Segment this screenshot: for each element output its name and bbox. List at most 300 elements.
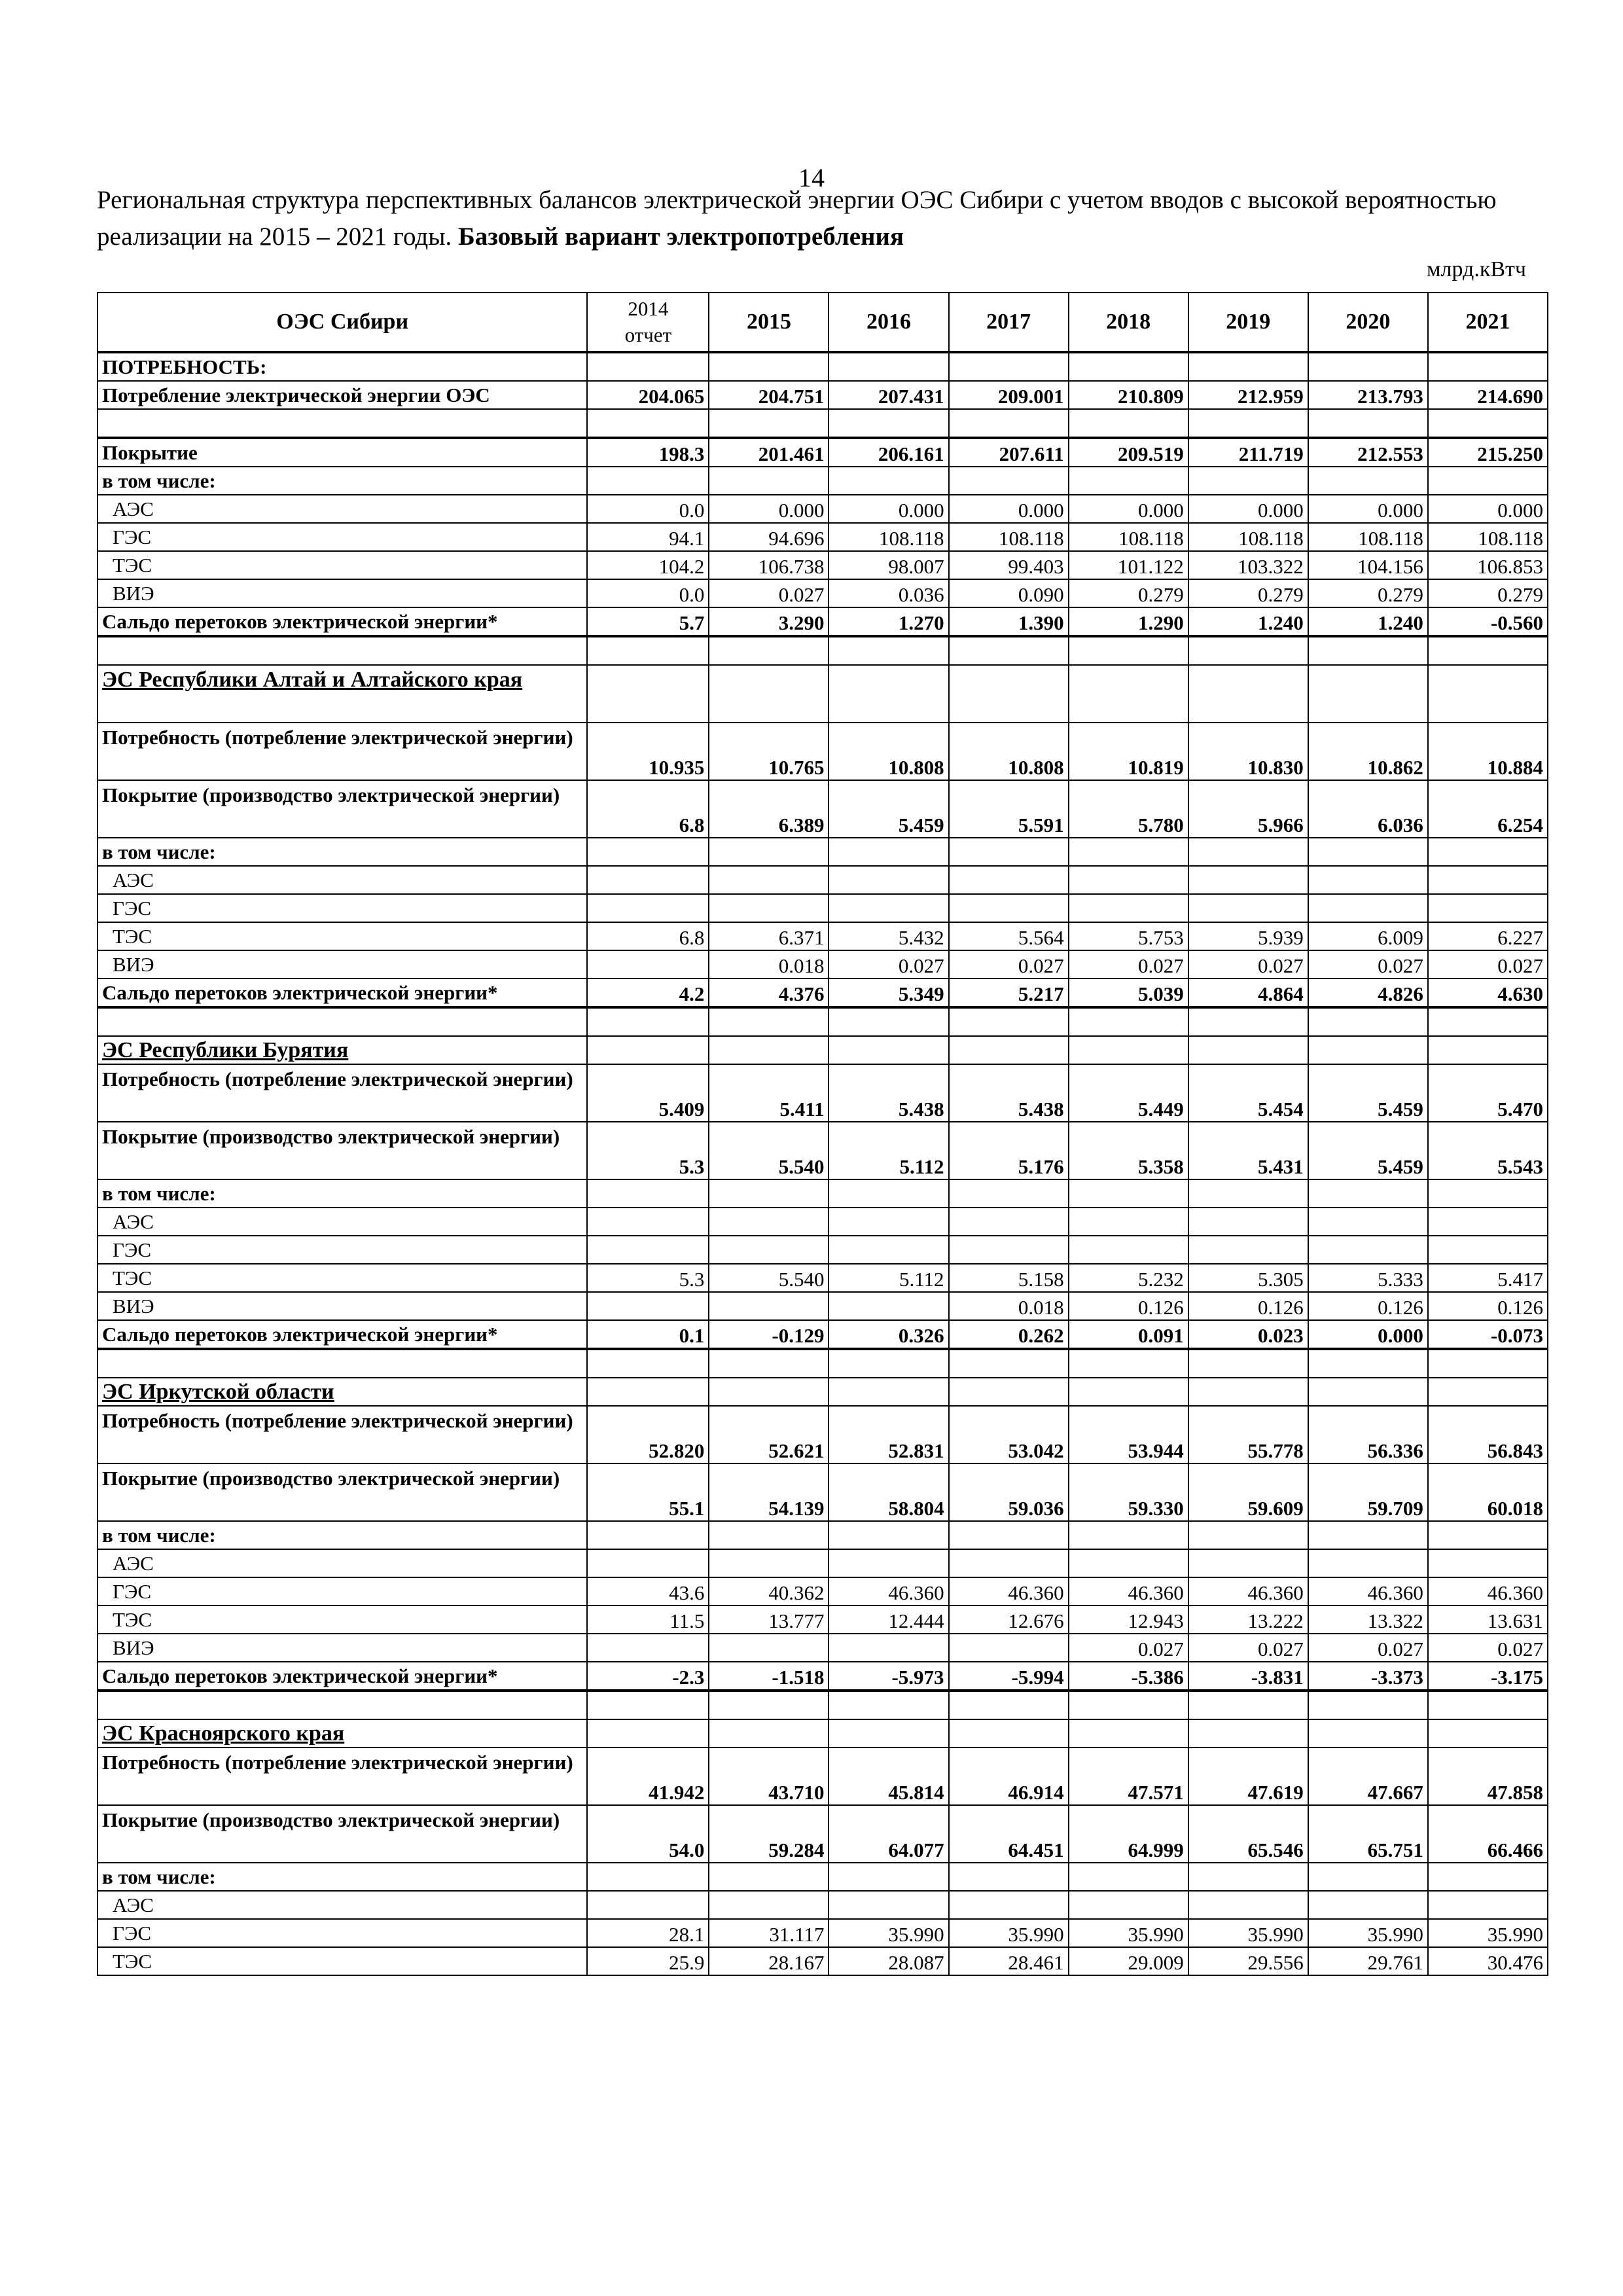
value-cell: 108.118 bbox=[1188, 523, 1308, 551]
value-cell bbox=[829, 665, 948, 723]
value-cell bbox=[1428, 1521, 1548, 1549]
value-cell bbox=[1069, 1691, 1188, 1719]
value-cell bbox=[1069, 1208, 1188, 1236]
value-cell bbox=[829, 866, 948, 894]
value-cell bbox=[1188, 894, 1308, 922]
value-cell: 108.118 bbox=[1428, 523, 1548, 551]
table-row bbox=[98, 636, 1548, 665]
value-cell: 212.553 bbox=[1308, 438, 1428, 467]
value-cell: 5.217 bbox=[949, 978, 1069, 1007]
table-row bbox=[98, 607, 1548, 636]
value-cell: 5.591 bbox=[949, 780, 1069, 838]
table-row bbox=[98, 1691, 1548, 1719]
value-cell bbox=[1188, 1521, 1308, 1549]
value-cell: 5.176 bbox=[949, 1122, 1069, 1179]
value-cell: 10.862 bbox=[1308, 723, 1428, 780]
row-label: в том числе: bbox=[98, 1863, 587, 1891]
value-cell bbox=[1188, 1891, 1308, 1919]
value-cell: 0.027 bbox=[1069, 1634, 1188, 1662]
value-cell bbox=[1428, 1179, 1548, 1208]
value-cell: 0.000 bbox=[1308, 1320, 1428, 1349]
row-label: ТЭС bbox=[98, 1947, 587, 1975]
value-cell: 46.360 bbox=[829, 1577, 948, 1605]
value-cell: 35.990 bbox=[1308, 1919, 1428, 1947]
value-cell bbox=[709, 1236, 829, 1264]
value-cell bbox=[1428, 1378, 1548, 1406]
value-cell: 6.254 bbox=[1428, 780, 1548, 838]
value-cell: 106.738 bbox=[709, 551, 829, 579]
value-cell bbox=[829, 352, 948, 381]
header-year-2014-value: 2014 bbox=[628, 297, 669, 320]
row-label: ГЭС bbox=[98, 523, 587, 551]
value-cell: 56.843 bbox=[1428, 1406, 1548, 1463]
value-cell: 5.417 bbox=[1428, 1264, 1548, 1292]
value-cell: 35.990 bbox=[829, 1919, 948, 1947]
value-cell: -5.973 bbox=[829, 1662, 948, 1691]
value-cell: 0.000 bbox=[1308, 495, 1428, 523]
value-cell bbox=[1308, 1179, 1428, 1208]
row-label: ТЭС bbox=[98, 922, 587, 950]
table-body bbox=[98, 352, 1548, 1975]
value-cell: 0.000 bbox=[829, 495, 948, 523]
value-cell bbox=[1069, 1349, 1188, 1378]
value-cell: 35.990 bbox=[1188, 1919, 1308, 1947]
value-cell: 206.161 bbox=[829, 438, 948, 467]
value-cell bbox=[1308, 1208, 1428, 1236]
row-label: Сальдо перетоков электрической энергии* bbox=[98, 607, 587, 636]
value-cell: 212.959 bbox=[1188, 381, 1308, 409]
value-cell: 4.826 bbox=[1308, 978, 1428, 1007]
value-cell: 5.780 bbox=[1069, 780, 1188, 838]
value-cell: 53.042 bbox=[949, 1406, 1069, 1463]
value-cell: 47.858 bbox=[1428, 1748, 1548, 1805]
value-cell bbox=[1308, 467, 1428, 495]
value-cell bbox=[709, 1179, 829, 1208]
value-cell: -1.518 bbox=[709, 1662, 829, 1691]
value-cell bbox=[709, 467, 829, 495]
table-row bbox=[98, 352, 1548, 381]
table-row bbox=[98, 838, 1548, 866]
header-label: ОЭС Сибири bbox=[98, 293, 587, 352]
value-cell bbox=[1188, 1036, 1308, 1064]
value-cell: 0.027 bbox=[1069, 950, 1188, 978]
units-label: млрд.кВтч bbox=[1427, 257, 1526, 281]
value-cell bbox=[829, 1292, 948, 1320]
value-cell bbox=[587, 1719, 709, 1748]
value-cell bbox=[949, 1891, 1069, 1919]
value-cell bbox=[709, 1891, 829, 1919]
value-cell: 30.476 bbox=[1428, 1947, 1548, 1975]
table-row bbox=[98, 978, 1548, 1007]
value-cell: 29.761 bbox=[1308, 1947, 1428, 1975]
value-cell: 108.118 bbox=[1069, 523, 1188, 551]
value-cell: 52.621 bbox=[709, 1406, 829, 1463]
value-cell: 0.027 bbox=[1188, 1634, 1308, 1662]
value-cell: 5.459 bbox=[1308, 1064, 1428, 1122]
value-cell bbox=[709, 1691, 829, 1719]
value-cell: 98.007 bbox=[829, 551, 948, 579]
row-label: в том числе: bbox=[98, 1179, 587, 1208]
value-cell bbox=[1428, 352, 1548, 381]
value-cell: 10.808 bbox=[829, 723, 948, 780]
value-cell: 5.540 bbox=[709, 1264, 829, 1292]
value-cell bbox=[1308, 1863, 1428, 1891]
value-cell bbox=[1188, 1349, 1308, 1378]
value-cell bbox=[949, 1208, 1069, 1236]
table-row bbox=[98, 1036, 1548, 1064]
value-cell: 3.290 bbox=[709, 607, 829, 636]
value-cell: 213.793 bbox=[1308, 381, 1428, 409]
value-cell bbox=[829, 1007, 948, 1036]
value-cell bbox=[1428, 467, 1548, 495]
value-cell: 55.778 bbox=[1188, 1406, 1308, 1463]
value-cell bbox=[1069, 1863, 1188, 1891]
table-row bbox=[98, 1719, 1548, 1748]
value-cell bbox=[709, 838, 829, 866]
value-cell bbox=[829, 1863, 948, 1891]
value-cell: 99.403 bbox=[949, 551, 1069, 579]
value-cell: 6.036 bbox=[1308, 780, 1428, 838]
value-cell: 0.090 bbox=[949, 579, 1069, 607]
value-cell: 4.2 bbox=[587, 978, 709, 1007]
value-cell bbox=[1428, 1891, 1548, 1919]
value-cell: 0.1 bbox=[587, 1320, 709, 1349]
value-cell bbox=[949, 1179, 1069, 1208]
value-cell: 46.360 bbox=[1188, 1577, 1308, 1605]
value-cell bbox=[1188, 467, 1308, 495]
row-label bbox=[98, 409, 587, 438]
value-cell: 0.0 bbox=[587, 495, 709, 523]
value-cell: 28.087 bbox=[829, 1947, 948, 1975]
value-cell: 28.1 bbox=[587, 1919, 709, 1947]
value-cell: 64.077 bbox=[829, 1805, 948, 1863]
row-label: ГЭС bbox=[98, 1236, 587, 1264]
header-year: 2018 bbox=[1069, 293, 1188, 352]
value-cell: 55.1 bbox=[587, 1463, 709, 1521]
value-cell bbox=[587, 1378, 709, 1406]
value-cell: 5.333 bbox=[1308, 1264, 1428, 1292]
value-cell bbox=[829, 1378, 948, 1406]
value-cell: 0.000 bbox=[1428, 495, 1548, 523]
value-cell: 5.966 bbox=[1188, 780, 1308, 838]
value-cell: -0.129 bbox=[709, 1320, 829, 1349]
value-cell bbox=[1188, 1691, 1308, 1719]
value-cell: 60.018 bbox=[1428, 1463, 1548, 1521]
value-cell bbox=[1188, 665, 1308, 723]
value-cell bbox=[1308, 1378, 1428, 1406]
value-cell: 35.990 bbox=[949, 1919, 1069, 1947]
value-cell: 10.765 bbox=[709, 723, 829, 780]
value-cell bbox=[949, 894, 1069, 922]
row-label: Покрытие (производство электрической энергии) bbox=[98, 1805, 587, 1863]
value-cell bbox=[587, 1349, 709, 1378]
value-cell: 6.8 bbox=[587, 780, 709, 838]
value-cell: 6.389 bbox=[709, 780, 829, 838]
value-cell: 5.3 bbox=[587, 1264, 709, 1292]
header-year-2014 bbox=[587, 293, 709, 352]
row-label: ГЭС bbox=[98, 894, 587, 922]
table-row bbox=[98, 1292, 1548, 1320]
row-label: Сальдо перетоков электрической энергии* bbox=[98, 1320, 587, 1349]
value-cell bbox=[949, 352, 1069, 381]
value-cell: 215.250 bbox=[1428, 438, 1548, 467]
value-cell: 10.935 bbox=[587, 723, 709, 780]
table-row bbox=[98, 1919, 1548, 1947]
row-label: Потребление электрической энергии ОЭС bbox=[98, 381, 587, 409]
value-cell: 13.322 bbox=[1308, 1605, 1428, 1634]
value-cell: 54.139 bbox=[709, 1463, 829, 1521]
value-cell: 28.461 bbox=[949, 1947, 1069, 1975]
table-row bbox=[98, 1208, 1548, 1236]
row-label: АЭС bbox=[98, 495, 587, 523]
value-cell bbox=[709, 409, 829, 438]
header-year: 2020 bbox=[1308, 293, 1428, 352]
row-label: ВИЭ bbox=[98, 579, 587, 607]
table-row bbox=[98, 894, 1548, 922]
row-label: Сальдо перетоков электрической энергии* bbox=[98, 1662, 587, 1691]
value-cell: 0.279 bbox=[1428, 579, 1548, 607]
value-cell: 5.438 bbox=[949, 1064, 1069, 1122]
value-cell: 5.543 bbox=[1428, 1122, 1548, 1179]
row-label: ЭС Иркутской области bbox=[98, 1378, 587, 1406]
value-cell: 31.117 bbox=[709, 1919, 829, 1947]
value-cell: 4.376 bbox=[709, 978, 829, 1007]
value-cell bbox=[1069, 352, 1188, 381]
table-row bbox=[98, 1320, 1548, 1349]
table-row bbox=[98, 665, 1548, 723]
value-cell: 5.431 bbox=[1188, 1122, 1308, 1179]
value-cell bbox=[709, 1349, 829, 1378]
value-cell: 52.820 bbox=[587, 1406, 709, 1463]
value-cell bbox=[709, 894, 829, 922]
value-cell: 0.027 bbox=[1308, 1634, 1428, 1662]
value-cell: 204.751 bbox=[709, 381, 829, 409]
value-cell bbox=[1188, 1378, 1308, 1406]
value-cell bbox=[709, 1378, 829, 1406]
value-cell: 0.126 bbox=[1069, 1292, 1188, 1320]
row-label: в том числе: bbox=[98, 467, 587, 495]
value-cell bbox=[709, 636, 829, 665]
value-cell bbox=[949, 1378, 1069, 1406]
value-cell: -5.386 bbox=[1069, 1662, 1188, 1691]
value-cell bbox=[1308, 1521, 1428, 1549]
value-cell bbox=[709, 1208, 829, 1236]
value-cell bbox=[587, 352, 709, 381]
table-row bbox=[98, 1236, 1548, 1264]
value-cell: 5.349 bbox=[829, 978, 948, 1007]
value-cell: 54.0 bbox=[587, 1805, 709, 1863]
table-row bbox=[98, 1007, 1548, 1036]
value-cell: 65.751 bbox=[1308, 1805, 1428, 1863]
value-cell bbox=[587, 1521, 709, 1549]
value-cell bbox=[829, 838, 948, 866]
row-label: Покрытие (производство электрической энергии) bbox=[98, 1463, 587, 1521]
table-row bbox=[98, 381, 1548, 409]
value-cell bbox=[949, 665, 1069, 723]
value-cell bbox=[1428, 1549, 1548, 1577]
value-cell: 0.262 bbox=[949, 1320, 1069, 1349]
value-cell bbox=[709, 665, 829, 723]
value-cell bbox=[1188, 1549, 1308, 1577]
value-cell bbox=[1308, 1719, 1428, 1748]
row-label: ТЭС bbox=[98, 1605, 587, 1634]
value-cell: 5.7 bbox=[587, 607, 709, 636]
table-row bbox=[98, 495, 1548, 523]
value-cell: 0.091 bbox=[1069, 1320, 1188, 1349]
value-cell: 10.819 bbox=[1069, 723, 1188, 780]
header-year: 2017 bbox=[949, 293, 1069, 352]
header-year: 2019 bbox=[1188, 293, 1308, 352]
value-cell: 29.009 bbox=[1069, 1947, 1188, 1975]
value-cell bbox=[1069, 1007, 1188, 1036]
value-cell: 10.830 bbox=[1188, 723, 1308, 780]
value-cell: 40.362 bbox=[709, 1577, 829, 1605]
table-row bbox=[98, 723, 1548, 780]
table-row bbox=[98, 1748, 1548, 1805]
value-cell: 6.009 bbox=[1308, 922, 1428, 950]
row-label: ЭС Республики Бурятия bbox=[98, 1036, 587, 1064]
value-cell: 35.990 bbox=[1428, 1919, 1548, 1947]
table-row bbox=[98, 1264, 1548, 1292]
value-cell: 41.942 bbox=[587, 1748, 709, 1805]
value-cell bbox=[829, 636, 948, 665]
table-row bbox=[98, 780, 1548, 838]
value-cell bbox=[949, 1521, 1069, 1549]
value-cell: 0.027 bbox=[949, 950, 1069, 978]
row-label: Сальдо перетоков электрической энергии* bbox=[98, 978, 587, 1007]
table-row bbox=[98, 409, 1548, 438]
value-cell: 1.390 bbox=[949, 607, 1069, 636]
value-cell: 101.122 bbox=[1069, 551, 1188, 579]
value-cell: 13.777 bbox=[709, 1605, 829, 1634]
value-cell: 4.630 bbox=[1428, 978, 1548, 1007]
row-label: ВИЭ bbox=[98, 1634, 587, 1662]
value-cell bbox=[949, 838, 1069, 866]
value-cell bbox=[1428, 894, 1548, 922]
value-cell: 47.667 bbox=[1308, 1748, 1428, 1805]
value-cell bbox=[1069, 866, 1188, 894]
balance-table bbox=[97, 292, 1548, 1976]
value-cell: 0.027 bbox=[1308, 950, 1428, 978]
value-cell bbox=[949, 467, 1069, 495]
row-label: АЭС bbox=[98, 866, 587, 894]
table-row bbox=[98, 1378, 1548, 1406]
value-cell: 1.270 bbox=[829, 607, 948, 636]
value-cell bbox=[1188, 1863, 1308, 1891]
value-cell: 5.039 bbox=[1069, 978, 1188, 1007]
value-cell: 12.943 bbox=[1069, 1605, 1188, 1634]
value-cell: 5.305 bbox=[1188, 1264, 1308, 1292]
row-label: ЭС Республики Алтай и Алтайского края bbox=[98, 665, 587, 723]
value-cell bbox=[587, 636, 709, 665]
value-cell bbox=[1428, 866, 1548, 894]
value-cell: 209.001 bbox=[949, 381, 1069, 409]
value-cell bbox=[1428, 1863, 1548, 1891]
value-cell bbox=[1428, 636, 1548, 665]
value-cell: 0.023 bbox=[1188, 1320, 1308, 1349]
value-cell: 106.853 bbox=[1428, 551, 1548, 579]
value-cell: 59.036 bbox=[949, 1463, 1069, 1521]
table-row bbox=[98, 1064, 1548, 1122]
value-cell: 53.944 bbox=[1069, 1406, 1188, 1463]
value-cell: 0.000 bbox=[1069, 495, 1188, 523]
value-cell bbox=[1188, 352, 1308, 381]
value-cell: 209.519 bbox=[1069, 438, 1188, 467]
value-cell: 29.556 bbox=[1188, 1947, 1308, 1975]
value-cell: 1.240 bbox=[1188, 607, 1308, 636]
value-cell bbox=[1069, 1236, 1188, 1264]
value-cell: 0.036 bbox=[829, 579, 948, 607]
value-cell bbox=[1188, 1236, 1308, 1264]
table-row bbox=[98, 950, 1548, 978]
value-cell bbox=[1188, 1179, 1308, 1208]
value-cell: 25.9 bbox=[587, 1947, 709, 1975]
value-cell bbox=[587, 1179, 709, 1208]
value-cell: 13.631 bbox=[1428, 1605, 1548, 1634]
value-cell bbox=[949, 866, 1069, 894]
row-label bbox=[98, 636, 587, 665]
value-cell: 0.326 bbox=[829, 1320, 948, 1349]
value-cell: 5.232 bbox=[1069, 1264, 1188, 1292]
value-cell bbox=[587, 894, 709, 922]
value-cell bbox=[1308, 409, 1428, 438]
value-cell: 59.609 bbox=[1188, 1463, 1308, 1521]
value-cell bbox=[587, 1292, 709, 1320]
row-label: ПОТРЕБНОСТЬ: bbox=[98, 352, 587, 381]
value-cell: -3.373 bbox=[1308, 1662, 1428, 1691]
value-cell bbox=[949, 1691, 1069, 1719]
value-cell bbox=[1188, 1208, 1308, 1236]
value-cell bbox=[1069, 838, 1188, 866]
value-cell: 59.330 bbox=[1069, 1463, 1188, 1521]
value-cell bbox=[1428, 1208, 1548, 1236]
table-row bbox=[98, 1349, 1548, 1378]
value-cell bbox=[587, 467, 709, 495]
value-cell: -5.994 bbox=[949, 1662, 1069, 1691]
value-cell bbox=[1428, 1236, 1548, 1264]
value-cell bbox=[1428, 1007, 1548, 1036]
row-label: ГЭС bbox=[98, 1919, 587, 1947]
table-row bbox=[98, 1805, 1548, 1863]
header-year: 2015 bbox=[709, 293, 829, 352]
value-cell bbox=[709, 1292, 829, 1320]
value-cell bbox=[709, 1863, 829, 1891]
table-row bbox=[98, 1662, 1548, 1691]
row-label: Потребность (потребление электрической энергии) bbox=[98, 1406, 587, 1463]
value-cell: 46.914 bbox=[949, 1748, 1069, 1805]
value-cell bbox=[829, 1208, 948, 1236]
table-row bbox=[98, 1577, 1548, 1605]
value-cell bbox=[587, 665, 709, 723]
value-cell: 59.284 bbox=[709, 1805, 829, 1863]
value-cell bbox=[949, 1236, 1069, 1264]
value-cell: 46.360 bbox=[1069, 1577, 1188, 1605]
value-cell: 10.884 bbox=[1428, 723, 1548, 780]
value-cell bbox=[587, 1691, 709, 1719]
value-cell bbox=[587, 409, 709, 438]
value-cell bbox=[949, 1549, 1069, 1577]
value-cell bbox=[1069, 894, 1188, 922]
value-cell: 214.690 bbox=[1428, 381, 1548, 409]
value-cell bbox=[1308, 1891, 1428, 1919]
value-cell: 10.808 bbox=[949, 723, 1069, 780]
value-cell: 13.222 bbox=[1188, 1605, 1308, 1634]
value-cell bbox=[1188, 1719, 1308, 1748]
table-row bbox=[98, 1891, 1548, 1919]
value-cell: 43.6 bbox=[587, 1577, 709, 1605]
row-label bbox=[98, 1007, 587, 1036]
value-cell bbox=[829, 1036, 948, 1064]
